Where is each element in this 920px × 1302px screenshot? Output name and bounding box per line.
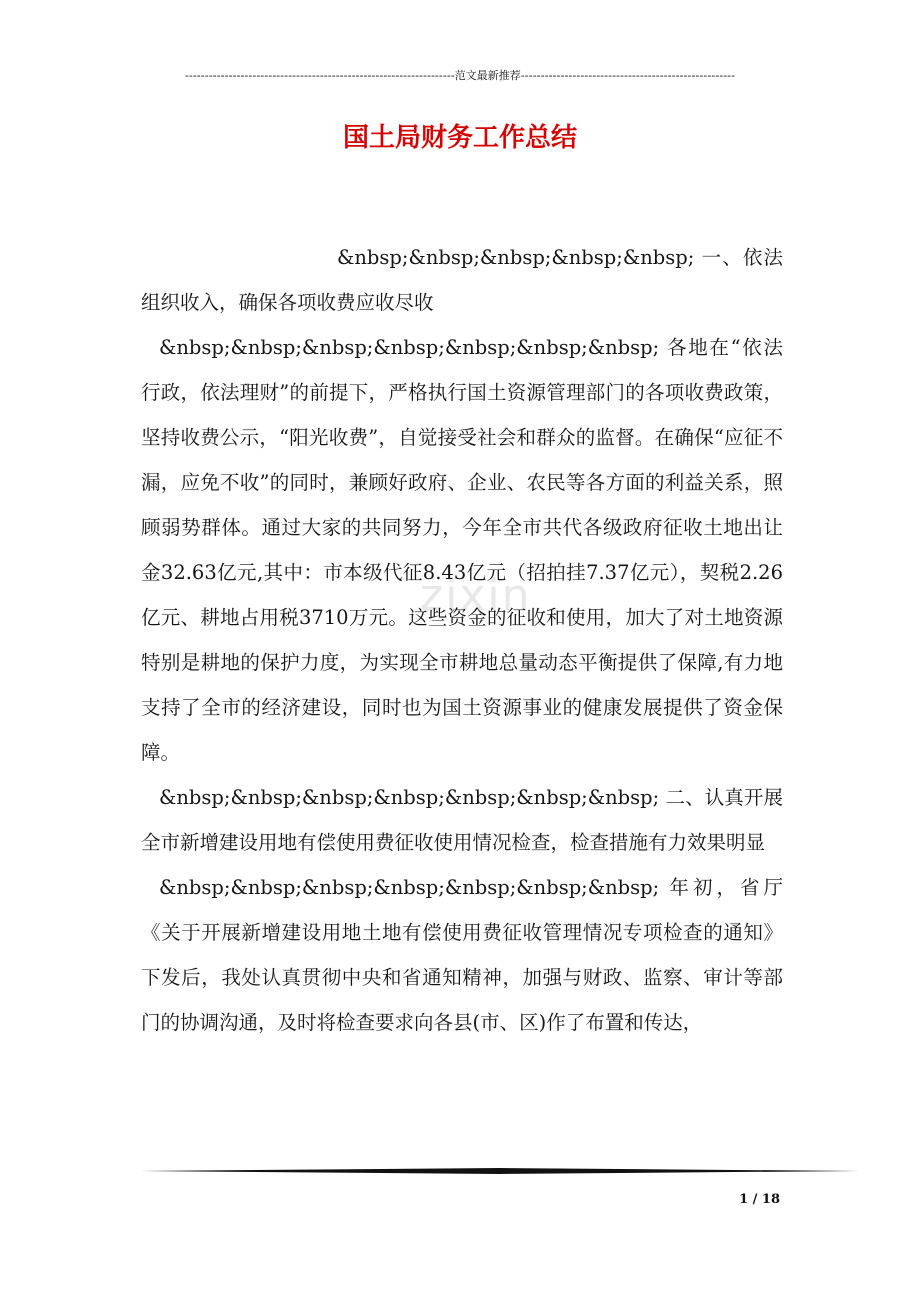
document-title: 国土局财务工作总结	[342, 123, 577, 153]
body-paragraph-1: &nbsp;&nbsp;&nbsp;&nbsp;&nbsp;&nbsp;&nbsp; 各地在“依法行政，依法理财”的前提下，严格执行国土资源管理部门的各项收费政策，坚持收费公示，“阳光收费”，自觉接受社会和群众的监督。在确保“应征不漏，应免不收”的同时，兼顾好政府、企业、农民等各方面的利益关系，照顾弱势群体。通过大家的共同努力，今年全市共代各级政府征收土地出让金32.63亿元,其中：市本级代征8.43亿元（招拍挂7.37亿元），契税2.26亿元、耕地占用税3710万元。这些资金的征收和使用，加大了对土地资源特别是耕地的保护力度，为实现全市耕地总量动态平衡提供了保障,有力地支持了全市的经济建设，同时也为国土资源事业的健康发展提供了资金保障。	[141, 336, 783, 764]
body-paragraph-2: &nbsp;&nbsp;&nbsp;&nbsp;&nbsp;&nbsp;&nbsp; 年初，省厅《关于开展新增建设用地土地有偿使用费征收管理情况专项检查的通知》下发后，我处认真贯彻中央和省通知精神，加强与财政、监察、审计等部门的协调沟通，及时将检查要求向各县(市、区)作了布置和传达，	[141, 876, 783, 1034]
section-heading-1: &nbsp;&nbsp;&nbsp;&nbsp;&nbsp; 一、依法组织收入，确保各项收费应收尽收	[141, 246, 783, 314]
section-heading-2: &nbsp;&nbsp;&nbsp;&nbsp;&nbsp;&nbsp;&nbsp; 二、认真开展全市新增建设用地有偿使用费征收使用情况检查，检查措施有力效果明显	[141, 786, 783, 854]
footer-divider	[140, 1168, 860, 1174]
page-number: 1 / 18	[739, 1192, 780, 1207]
watermark: zixin	[420, 570, 532, 621]
document-body	[141, 235, 783, 1045]
header-recommend-line: --------------------------------------------------------------------范文最新推荐------------------------------------------------------	[184, 69, 736, 82]
